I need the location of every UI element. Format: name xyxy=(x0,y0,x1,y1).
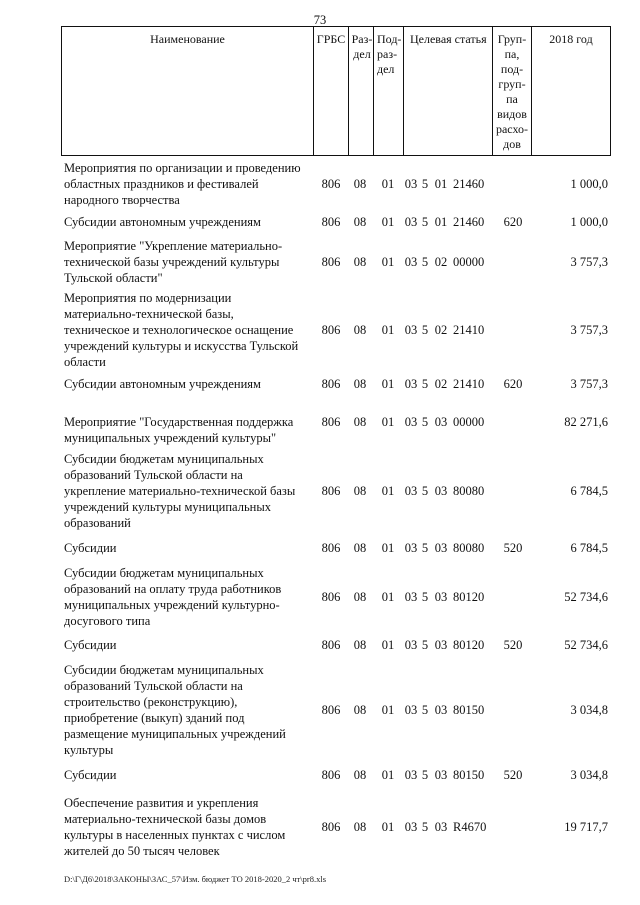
podrazdel-cell: 01 xyxy=(381,377,395,391)
target-article-code: 00000 xyxy=(453,415,485,429)
header-target-article: Целевая статья xyxy=(403,26,493,156)
target-article-part: 03 xyxy=(434,484,448,498)
sum-cell: 1 000,0 xyxy=(570,215,608,229)
target-article-part: 02 xyxy=(434,255,448,269)
row-name: Мероприятия по организации и проведению областных праздников и фестивалей народного творчества xyxy=(64,161,301,207)
page-number: 73 xyxy=(313,13,327,27)
razdel-cell: 08 xyxy=(353,703,367,717)
target-article-part: 5 xyxy=(421,177,429,191)
podrazdel-cell: 01 xyxy=(381,541,395,555)
razdel-cell: 08 xyxy=(353,820,367,834)
target-article-code: 21410 xyxy=(453,323,485,337)
target-article-part: 03 xyxy=(404,541,418,555)
header-name: Наименование xyxy=(61,26,314,156)
razdel-cell: 08 xyxy=(353,323,367,337)
grbs-cell: 806 xyxy=(321,820,341,834)
target-article-code: 80080 xyxy=(453,541,485,555)
razdel-cell: 08 xyxy=(353,215,367,229)
target-article-part: 03 xyxy=(404,590,418,604)
sum-cell: 3 034,8 xyxy=(570,768,608,782)
header-year: 2018 год xyxy=(531,26,611,156)
target-article-part: 01 xyxy=(434,177,448,191)
header-grbs: ГРБС xyxy=(313,26,349,156)
header-razdel: Раз- дел xyxy=(348,26,374,156)
target-article-part: 01 xyxy=(434,215,448,229)
razdel-cell: 08 xyxy=(353,377,367,391)
target-article-part: 03 xyxy=(404,177,418,191)
sum-cell: 6 784,5 xyxy=(570,541,608,555)
grbs-cell: 806 xyxy=(321,177,341,191)
group-cell: 620 xyxy=(503,377,523,391)
podrazdel-cell: 01 xyxy=(381,484,395,498)
sum-cell: 52 734,6 xyxy=(564,638,608,652)
target-article-part: 03 xyxy=(404,638,418,652)
target-article-code: 80120 xyxy=(453,590,485,604)
razdel-cell: 08 xyxy=(353,768,367,782)
grbs-cell: 806 xyxy=(321,415,341,429)
razdel-cell: 08 xyxy=(353,590,367,604)
podrazdel-cell: 01 xyxy=(381,177,395,191)
target-article-part: 03 xyxy=(404,415,418,429)
grbs-cell: 806 xyxy=(321,255,341,269)
group-cell: 520 xyxy=(503,638,523,652)
sum-cell: 19 717,7 xyxy=(564,820,608,834)
target-article-code: 80150 xyxy=(453,768,485,782)
target-article-code: 00000 xyxy=(453,255,485,269)
row-name: Субсидии бюджетам муниципальных образований на оплату труда работников муниципальных учреждений культурно- досугового типа xyxy=(64,566,282,628)
group-cell: 620 xyxy=(503,215,523,229)
podrazdel-cell: 01 xyxy=(381,590,395,604)
target-article-part: 5 xyxy=(421,541,429,555)
sum-cell: 3 757,3 xyxy=(570,323,608,337)
grbs-cell: 806 xyxy=(321,541,341,555)
grbs-cell: 806 xyxy=(321,590,341,604)
group-cell: 520 xyxy=(503,541,523,555)
sum-cell: 82 271,6 xyxy=(564,415,608,429)
razdel-cell: 08 xyxy=(353,638,367,652)
target-article-code: R4670 xyxy=(453,820,487,834)
row-name: Мероприятия по модернизации материально-технической базы, техническое и технологическое оснащение учреждений культуры и искусства Тульской области xyxy=(64,291,299,369)
target-article-part: 03 xyxy=(404,215,418,229)
target-article-code: 21460 xyxy=(453,177,485,191)
target-article-code: 80120 xyxy=(453,638,485,652)
grbs-cell: 806 xyxy=(321,768,341,782)
target-article-part: 03 xyxy=(434,768,448,782)
target-article-part: 5 xyxy=(421,415,429,429)
podrazdel-cell: 01 xyxy=(381,638,395,652)
razdel-cell: 08 xyxy=(353,255,367,269)
grbs-cell: 806 xyxy=(321,377,341,391)
podrazdel-cell: 01 xyxy=(381,768,395,782)
target-article-part: 03 xyxy=(404,377,418,391)
podrazdel-cell: 01 xyxy=(381,215,395,229)
target-article-code: 21410 xyxy=(453,377,485,391)
target-article-part: 03 xyxy=(434,638,448,652)
target-article-part: 03 xyxy=(404,768,418,782)
target-article-part: 03 xyxy=(404,703,418,717)
row-name: Субсидии автономным учреждениям xyxy=(64,377,261,391)
razdel-cell: 08 xyxy=(353,177,367,191)
target-article-part: 03 xyxy=(434,703,448,717)
target-article-code: 21460 xyxy=(453,215,485,229)
sum-cell: 3 757,3 xyxy=(570,377,608,391)
target-article-part: 5 xyxy=(421,638,429,652)
row-name: Мероприятие "Укрепление материально- технической базы учреждений культуры Тульской области" xyxy=(64,239,283,285)
target-article-part: 03 xyxy=(434,590,448,604)
target-article-part: 03 xyxy=(434,415,448,429)
target-article-part: 03 xyxy=(404,484,418,498)
row-name: Субсидии бюджетам муниципальных образований Тульской области на строительство (реконструкцию), приобретение (выкуп) зданий под размещение муниципальных учреждений культуры xyxy=(64,663,286,757)
target-article-code: 80080 xyxy=(453,484,485,498)
razdel-cell: 08 xyxy=(353,484,367,498)
podrazdel-cell: 01 xyxy=(381,323,395,337)
row-name: Субсидии автономным учреждениям xyxy=(64,215,261,229)
target-article-part: 5 xyxy=(421,377,429,391)
row-name: Мероприятие "Государственная поддержка муниципальных учреждений культуры" xyxy=(64,415,294,445)
row-name: Субсидии xyxy=(64,541,117,555)
target-article-part: 5 xyxy=(421,255,429,269)
target-article-part: 03 xyxy=(434,820,448,834)
header-podrazdel: Под- раз- дел xyxy=(373,26,404,156)
row-name: Обеспечение развития и укрепления материально-технической базы домов культуры в населенных пунктах с числом жителей до 50 тысяч человек xyxy=(64,796,286,858)
grbs-cell: 806 xyxy=(321,215,341,229)
target-article-part: 5 xyxy=(421,820,429,834)
sum-cell: 52 734,6 xyxy=(564,590,608,604)
razdel-cell: 08 xyxy=(353,541,367,555)
sum-cell: 3 034,8 xyxy=(570,703,608,717)
grbs-cell: 806 xyxy=(321,484,341,498)
header-group: Груп- па, под- груп- па видов расхо- дов xyxy=(492,26,532,156)
target-article-part: 5 xyxy=(421,484,429,498)
podrazdel-cell: 01 xyxy=(381,255,395,269)
target-article-part: 02 xyxy=(434,323,448,337)
grbs-cell: 806 xyxy=(321,323,341,337)
target-article-code: 80150 xyxy=(453,703,485,717)
row-name: Субсидии xyxy=(64,638,117,652)
target-article-part: 5 xyxy=(421,215,429,229)
target-article-part: 5 xyxy=(421,703,429,717)
file-path-footer: D:\Г\Д6\2018\ЗАКОНЫ\ЗАС_57\Изм. бюджет ТО 2018-2020_2 чт\pr8.xls xyxy=(64,874,327,884)
podrazdel-cell: 01 xyxy=(381,820,395,834)
group-cell: 520 xyxy=(503,768,523,782)
podrazdel-cell: 01 xyxy=(381,415,395,429)
target-article-part: 5 xyxy=(421,323,429,337)
sum-cell: 3 757,3 xyxy=(570,255,608,269)
target-article-part: 03 xyxy=(404,255,418,269)
grbs-cell: 806 xyxy=(321,703,341,717)
row-name: Субсидии бюджетам муниципальных образований Тульской области на укрепление материально-технической базы учреждений культуры муниципальных образований xyxy=(64,452,296,530)
sum-cell: 6 784,5 xyxy=(570,484,608,498)
target-article-part: 5 xyxy=(421,768,429,782)
sum-cell: 1 000,0 xyxy=(570,177,608,191)
target-article-part: 02 xyxy=(434,377,448,391)
target-article-part: 03 xyxy=(404,820,418,834)
target-article-part: 5 xyxy=(421,590,429,604)
target-article-part: 03 xyxy=(404,323,418,337)
row-name: Субсидии xyxy=(64,768,117,782)
razdel-cell: 08 xyxy=(353,415,367,429)
target-article-part: 03 xyxy=(434,541,448,555)
grbs-cell: 806 xyxy=(321,638,341,652)
podrazdel-cell: 01 xyxy=(381,703,395,717)
